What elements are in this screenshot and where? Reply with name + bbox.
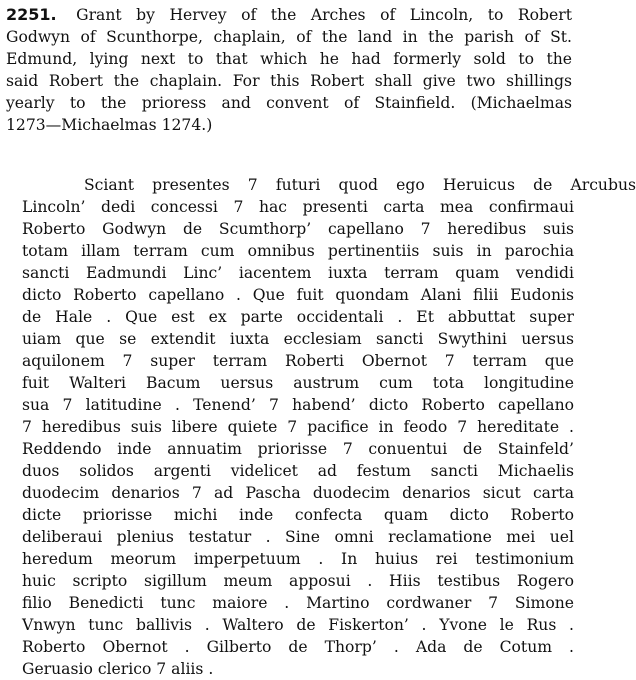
- summary-line: Edmund, lying next to that which he had formerly sold to the: [6, 50, 572, 68]
- charter-line: sua 7 latitudine . Tenend’ 7 habend’ dicto Roberto capellano: [22, 396, 574, 414]
- charter-line: de Hale . Que est ex parte occidentali . Et abbuttat super: [22, 308, 574, 326]
- charter-line: 7 heredibus suis libere quiete 7 pacifice in feodo 7 hereditate .: [22, 418, 574, 436]
- charter-line: uiam que se extendit iuxta ecclesiam sancti Swythini uersus: [22, 330, 574, 348]
- summary-line: yearly to the prioress and convent of Stainfield. (Michaelmas: [6, 94, 572, 112]
- charter-line: totam illam terram cum omnibus pertinentiis suis in parochia: [22, 242, 574, 260]
- charter-line: Sciant presentes 7 futuri quod ego Heruicus de Arcubus: [84, 176, 636, 194]
- charter-line: Vnwyn tunc ballivis . Waltero de Fiskerton’ . Yvone le Rus .: [22, 616, 574, 634]
- summary-line: [6, 4, 572, 26]
- summary-line: 1273—Michaelmas 1274.): [6, 116, 213, 134]
- charter-line: fuit Walteri Bacum uersus austrum cum tota longitudine: [22, 374, 574, 392]
- summary-line: said Robert the chaplain. For this Robert shall give two shillings: [6, 72, 572, 90]
- charter-line: heredum meorum imperpetuum . In huius rei testimonium: [22, 550, 574, 568]
- charter-line: Roberto Obernot . Gilberto de Thorp’ . Ada de Cotum .: [22, 638, 574, 656]
- charter-line: Lincoln’ dedi concessi 7 hac presenti carta mea confirmaui: [22, 198, 574, 216]
- summary-line: Godwyn of Scunthorpe, chaplain, of the land in the parish of St.: [6, 28, 572, 46]
- charter-line: deliberaui plenius testatur . Sine omni reclamatione mei uel: [22, 528, 574, 546]
- entry-summary: [6, 4, 572, 136]
- charter-line: sancti Eadmundi Linc’ iacentem iuxta terram quam vendidi: [22, 264, 574, 282]
- entry-number: 2251.: [6, 5, 57, 24]
- charter-line: duodecim denarios 7 ad Pascha duodecim denarios sicut carta: [22, 484, 574, 502]
- charter-line: aquilonem 7 super terram Roberti Obernot 7 terram que: [22, 352, 574, 370]
- summary-first-line-text: Grant by Hervey of the Arches of Lincoln, to Robert: [76, 6, 572, 24]
- charter-line: duos solidos argenti videlicet ad festum sancti Michaelis: [22, 462, 574, 480]
- charter-line: huic scripto sigillum meum apposui . Hiis testibus Rogero: [22, 572, 574, 590]
- charter-line: Roberto Godwyn de Scumthorp’ capellano 7 heredibus suis: [22, 220, 574, 238]
- charter-line: Geruasio clerico 7 aliis .: [22, 660, 214, 678]
- charter-line: dicto Roberto capellano . Que fuit quondam Alani filii Eudonis: [22, 286, 574, 304]
- charter-text: [22, 174, 636, 680]
- charter-line: Reddendo inde annuatim priorisse 7 conuentui de Stainfeld’: [22, 440, 574, 458]
- charter-line: filio Benedicti tunc maiore . Martino cordwaner 7 Simone: [22, 594, 574, 612]
- charter-line: dicte priorisse michi inde confecta quam dicto Roberto: [22, 506, 574, 524]
